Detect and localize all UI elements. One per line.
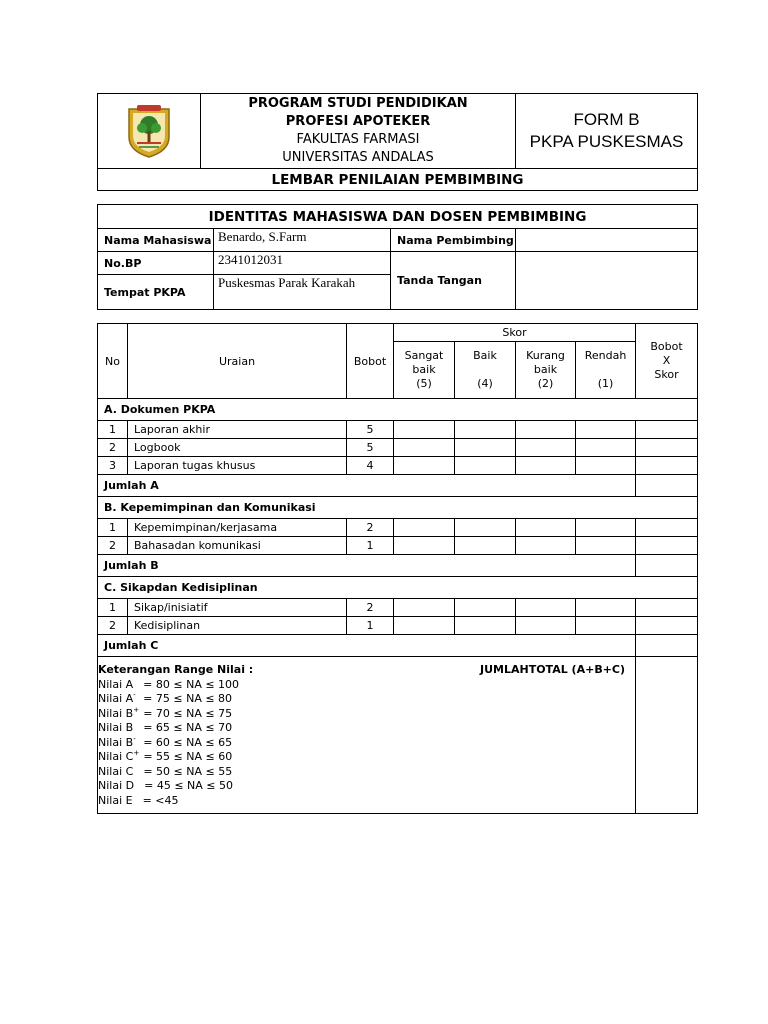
score-cell[interactable] [455,421,516,439]
legend-line [98,765,635,780]
legend-line [98,750,635,765]
score-cell[interactable] [516,519,576,537]
pkpa-place-label: Tempat PKPA [98,275,214,310]
legend-grade-modifier: - [133,734,136,743]
university-emblem-icon [125,103,173,159]
legend-range: = 75 ≤ NA ≤ 80 [143,692,233,705]
rendah-value: (1) [597,377,614,390]
row-no: 2 [98,439,128,457]
row-no: 1 [98,421,128,439]
section-a-total-cell[interactable] [636,475,698,497]
table-row [98,421,698,439]
score-cell[interactable] [516,457,576,475]
baik-label: Baik [473,349,497,362]
col-skor-header: Skor [394,324,636,342]
legend-grade: Nilai C [98,750,134,763]
sangat-baik-label: Sangat baik [404,349,444,376]
university-name: UNIVERSITAS ANDALAS [282,150,434,165]
score-cell[interactable] [455,599,516,617]
score-cell[interactable] [516,617,576,635]
student-name-label: Nama Mahasiswa [98,229,214,252]
score-cell[interactable] [516,537,576,555]
score-cell[interactable] [455,439,516,457]
col-no-header: No [98,324,128,399]
student-name-value: Benardo, S.Farm [214,229,391,252]
legend-line [98,707,635,722]
legend-lines [98,678,635,809]
col-bobot-header: Bobot [347,324,394,399]
logo-cell [98,94,201,169]
section-b-title: B. Kepemimpinan dan Komunikasi [98,497,698,519]
sangat-baik-value: (5) [416,377,432,390]
program-line1: PROGRAM STUDI PENDIDIKAN [248,96,468,111]
score-cell[interactable] [455,519,516,537]
grand-total-label: JUMLAHTOTAL (A+B+C) [480,663,626,676]
section-b-total-label: Jumlah B [98,555,636,577]
score-cell[interactable] [576,537,636,555]
score-cell[interactable] [394,599,455,617]
weighted-score-cell[interactable] [636,439,698,457]
col-total-line1: Bobot [650,340,683,353]
assessment-table [97,323,698,814]
legend-grade: Nilai D [98,779,135,792]
score-cell[interactable] [455,537,516,555]
col-sangat-baik-header [394,342,455,399]
legend-range: = 80 ≤ NA ≤ 100 [143,677,240,691]
score-cell[interactable] [394,439,455,457]
row-uraian: Laporan akhir [128,421,347,439]
table-row [98,599,698,617]
legend-line [98,678,635,693]
score-cell[interactable] [394,457,455,475]
legend-line [98,794,635,809]
rendah-label: Rendah [584,349,627,362]
student-nobp-value: 2341012031 [214,252,391,275]
legend-grade: Nilai C [98,764,134,778]
faculty-name: FAKULTAS FARMASI [296,132,420,147]
program-line2: PROFESI APOTEKER [285,114,431,129]
section-c-total-cell[interactable] [636,635,698,657]
supervisor-name-label: Nama Pembimbing [391,229,516,252]
col-uraian-header: Uraian [128,324,347,399]
score-cell[interactable] [394,617,455,635]
section-a-total-label: Jumlah A [98,475,636,497]
score-cell[interactable] [455,617,516,635]
weighted-score-cell[interactable] [636,457,698,475]
table-row [98,617,698,635]
score-cell[interactable] [516,439,576,457]
legend-title: Keterangan Range Nilai : [98,663,254,676]
supervisor-name-field[interactable] [516,229,698,252]
table-row [98,537,698,555]
row-bobot: 4 [347,457,394,475]
identity-table [97,204,698,310]
student-nobp-label: No.BP [98,252,214,275]
score-cell[interactable] [516,421,576,439]
table-row [98,519,698,537]
row-uraian: Bahasadan komunikasi [128,537,347,555]
weighted-score-cell[interactable] [636,519,698,537]
sheet-title: LEMBAR PENILAIAN PEMBIMBING [98,169,698,191]
legend-grade-modifier: + [133,705,140,714]
legend-grade: Nilai B [98,721,134,734]
row-bobot: 5 [347,421,394,439]
table-row [98,457,698,475]
legend-line [98,721,635,736]
legend-grade: Nilai B [98,706,134,720]
score-cell[interactable] [576,599,636,617]
score-cell[interactable] [576,519,636,537]
form-subtitle: PKPA PUSKESMAS [529,132,684,151]
col-rendah-header [576,342,636,399]
row-bobot: 2 [347,599,394,617]
row-bobot: 2 [347,519,394,537]
row-uraian: Logbook [128,439,347,457]
col-total-line2: X [662,354,671,367]
col-total-line3: Skor [654,368,679,381]
legend-range: = 50 ≤ NA ≤ 55 [143,764,233,778]
pkpa-place-value: Puskesmas Parak Karakah [214,275,391,310]
legend-grade: Nilai A [98,677,134,691]
form-id-cell [516,94,698,169]
form-header [97,93,698,191]
section-b-total-cell[interactable] [636,555,698,577]
weighted-score-cell[interactable] [636,599,698,617]
kurang-baik-label: Kurang baik [526,349,565,376]
legend-line [98,736,635,751]
identity-title: IDENTITAS MAHASISWA DAN DOSEN PEMBIMBING [98,205,698,229]
legend-grade: Nilai A [98,692,134,705]
row-no: 2 [98,617,128,635]
institution-cell [201,94,516,169]
legend-grade-modifier: - [133,691,136,699]
weighted-score-cell[interactable] [636,537,698,555]
col-kurang-baik-header [516,342,576,399]
form-code: FORM B [573,110,640,129]
score-cell[interactable] [576,457,636,475]
weighted-score-cell[interactable] [636,617,698,635]
row-bobot: 1 [347,537,394,555]
row-no: 2 [98,537,128,555]
legend-range: = 45 ≤ NA ≤ 50 [144,779,233,792]
legend-line [98,692,635,707]
score-cell[interactable] [576,421,636,439]
row-uraian: Sikap/inisiatif [128,599,347,617]
section-c-total-label: Jumlah C [98,635,636,657]
score-cell[interactable] [576,439,636,457]
legend-range: = 55 ≤ NA ≤ 60 [143,750,233,763]
legend-grade: Nilai E [98,793,133,807]
row-bobot: 5 [347,439,394,457]
legend-range: = <45 [142,793,179,807]
section-a-title: A. Dokumen PKPA [98,399,698,421]
row-uraian: Kedisiplinan [128,617,347,635]
weighted-score-cell[interactable] [636,421,698,439]
row-no: 3 [98,457,128,475]
row-uraian: Kepemimpinan/kerjasama [128,519,347,537]
kurang-baik-value: (2) [537,377,554,390]
signature-label: Tanda Tangan [391,252,516,310]
legend-range: = 70 ≤ NA ≤ 75 [143,706,233,720]
score-cell[interactable] [576,617,636,635]
legend-range: = 60 ≤ NA ≤ 65 [143,735,233,749]
section-c-title: C. Sikapdan Kedisiplinan [98,577,698,599]
score-cell[interactable] [394,519,455,537]
baik-value: (4) [477,377,493,390]
legend-range: = 65 ≤ NA ≤ 70 [143,721,233,734]
table-row [98,439,698,457]
row-uraian: Laporan tugas khusus [128,457,347,475]
col-baik-header [455,342,516,399]
grade-legend [98,657,636,814]
row-no: 1 [98,519,128,537]
col-total-header [636,324,698,399]
row-bobot: 1 [347,617,394,635]
legend-grade-modifier: + [133,749,140,757]
legend-grade: Nilai B [98,735,134,749]
score-cell[interactable] [455,457,516,475]
legend-line [98,779,635,794]
score-cell[interactable] [394,421,455,439]
row-no: 1 [98,599,128,617]
grand-total-cell[interactable] [636,657,698,814]
signature-field[interactable] [516,252,698,310]
score-cell[interactable] [516,599,576,617]
score-cell[interactable] [394,537,455,555]
